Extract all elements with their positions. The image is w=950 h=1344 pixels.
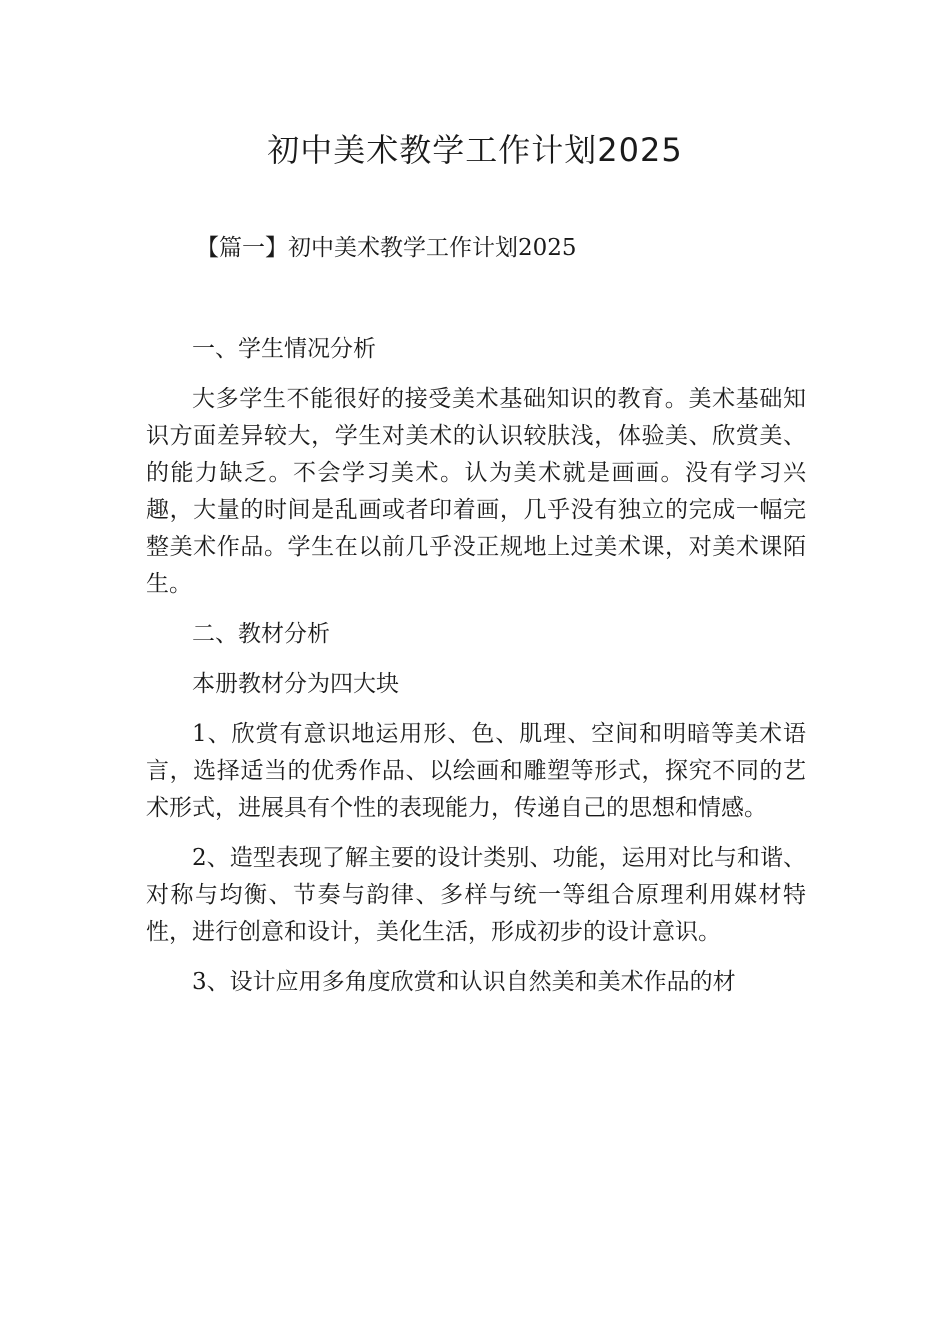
heading-student-analysis: 一、学生情况分析 [192,336,376,362]
paragraph-textbook-intro: 本册教材分为四大块 [192,671,399,697]
paragraph-item-3: 3、设计应用多角度欣赏和认识自然美和美术作品的材 [192,969,736,995]
paragraph-item-1: 1、欣赏有意识地运用形、色、肌理、空间和明暗等美术语言，选择适当的优秀作品、以绘画和雕塑等形式，探究不同的艺术形式，进展具有个性的表现能力，传递自己的思想和情感。 [146,721,806,821]
section-subtitle: 【篇一】初中美术教学工作计划2025 [196,235,577,261]
document-body [146,331,806,1014]
paragraph-item-2: 2、造型表现了解主要的设计类别、功能，运用对比与和谐、对称与均衡、节奏与韵律、多样与统一等组合原理利用媒材特性，进行创意和设计，美化生活，形成初步的设计意识。 [146,845,806,945]
paragraph-student-analysis: 大多学生不能很好的接受美术基础知识的教育。美术基础知识方面差异较大，学生对美术的认识较肤浅，体验美、欣赏美、的能力缺乏。不会学习美术。认为美术就是画画。没有学习兴趣，大量的时间是乱画或者印着画，几乎没有独立的完成一幅完整美术作品。学生在以前几乎没正规地上过美术课，对美术课陌生。 [146,386,806,597]
document-title: 初中美术教学工作计划2025 [267,131,683,169]
heading-textbook-analysis: 二、教材分析 [192,621,330,647]
